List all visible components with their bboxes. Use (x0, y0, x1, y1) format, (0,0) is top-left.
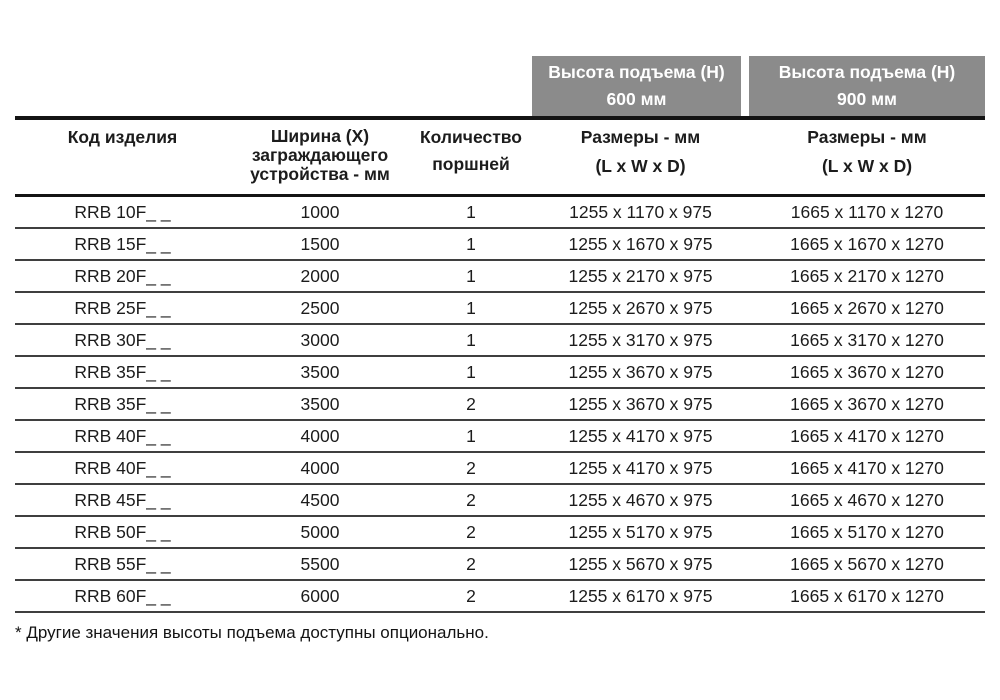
cell-product-code: RRB 35F_ _ (74, 361, 171, 382)
cell-dimensions-600: 1255 x 2170 x 975 (568, 265, 713, 286)
band-900-line1: Высота подъема (H) (778, 62, 956, 82)
table-body (15, 197, 985, 613)
col-header-pistons-line2: поршней (432, 154, 510, 174)
cell-dimensions-600: 1255 x 2670 x 975 (568, 297, 713, 318)
cell-barrier-width: 4000 (300, 457, 340, 478)
col-header-dims900-sub: (L x W x D) (821, 156, 913, 176)
cell-dimensions-900: 1665 x 2170 x 1270 (790, 265, 944, 286)
cell-barrier-width: 4500 (300, 489, 340, 510)
footnote: * Другие значения высоты подъема доступны опционально. (15, 623, 489, 642)
cell-product-code: RRB 40F_ _ (74, 425, 171, 446)
cell-product-code: RRB 55F_ _ (74, 553, 171, 574)
band-900-line2: 900 мм (837, 89, 897, 109)
cell-piston-count: 1 (466, 361, 476, 382)
cell-dimensions-600: 1255 x 3670 x 975 (568, 393, 713, 414)
cell-barrier-width: 1500 (300, 233, 340, 254)
cell-dimensions-900: 1665 x 3170 x 1270 (790, 329, 944, 350)
cell-barrier-width: 2000 (300, 265, 340, 286)
cell-piston-count: 2 (466, 521, 476, 542)
cell-product-code: RRB 15F_ _ (74, 233, 171, 254)
cell-dimensions-600: 1255 x 6170 x 975 (568, 585, 713, 606)
cell-dimensions-900: 1665 x 1170 x 1270 (790, 201, 944, 222)
cell-product-code: RRB 30F_ _ (74, 329, 171, 350)
table-row (15, 453, 985, 485)
cell-piston-count: 1 (466, 201, 476, 222)
cell-dimensions-600: 1255 x 1170 x 975 (569, 201, 712, 222)
lift-height-band (15, 56, 985, 116)
col-header-width-line2: заграждающего (251, 145, 389, 165)
cell-product-code: RRB 40F_ _ (74, 457, 171, 478)
cell-dimensions-900: 1665 x 4670 x 1270 (790, 489, 944, 510)
col-header-dims900-label: Размеры - мм (807, 127, 927, 147)
col-header-barrier-width (230, 120, 410, 194)
band-header-lift-height-600 (532, 56, 741, 116)
table-header-row (15, 120, 985, 197)
cell-barrier-width: 2500 (300, 297, 340, 318)
cell-product-code: RRB 35F_ _ (74, 393, 171, 414)
cell-piston-count: 2 (466, 393, 476, 414)
col-header-pistons-line1: Количество (420, 127, 522, 147)
cell-product-code: RRB 20F_ _ (74, 265, 171, 286)
cell-dimensions-900: 1665 x 1670 x 1270 (790, 233, 944, 254)
table-row (15, 261, 985, 293)
table-row (15, 389, 985, 421)
cell-dimensions-900: 1665 x 3670 x 1270 (790, 393, 944, 414)
col-header-width-line3: устройства - мм (250, 164, 390, 184)
cell-dimensions-900: 1665 x 5670 x 1270 (790, 553, 944, 574)
cell-barrier-width: 4000 (300, 425, 340, 446)
cell-piston-count: 2 (466, 585, 476, 606)
table-row (15, 325, 985, 357)
cell-product-code: RRB 45F_ _ (74, 489, 171, 510)
band-600-line1: Высота подъема (H) (548, 62, 725, 82)
cell-product-code: RRB 60F_ _ (74, 585, 171, 606)
table-row (15, 581, 985, 613)
cell-barrier-width: 1000 (300, 201, 340, 222)
cell-barrier-width: 3000 (300, 329, 340, 350)
cell-piston-count: 1 (466, 329, 476, 350)
col-header-dimensions-600 (532, 120, 749, 194)
col-header-product-code-label: Код изделия (67, 127, 178, 147)
cell-piston-count: 1 (466, 265, 476, 286)
cell-dimensions-900: 1665 x 6170 x 1270 (790, 585, 944, 606)
cell-dimensions-600: 1255 x 4670 x 975 (568, 489, 713, 510)
table-row (15, 421, 985, 453)
cell-barrier-width: 5500 (300, 553, 340, 574)
cell-piston-count: 2 (466, 553, 476, 574)
table-row (15, 485, 985, 517)
cell-barrier-width: 3500 (300, 361, 340, 382)
cell-product-code: RRB 25F_ _ (74, 297, 171, 318)
cell-dimensions-900: 1665 x 2670 x 1270 (790, 297, 944, 318)
cell-dimensions-900: 1665 x 5170 x 1270 (790, 521, 944, 542)
cell-dimensions-600: 1255 x 4170 x 975 (568, 425, 713, 446)
col-header-width-line1: Ширина (X) (270, 126, 370, 146)
table-row (15, 549, 985, 581)
band-header-lift-height-900 (749, 56, 985, 116)
cell-product-code: RRB 50F_ _ (74, 521, 171, 542)
table-row (15, 197, 985, 229)
col-header-piston-count (410, 120, 532, 194)
cell-dimensions-600: 1255 x 5670 x 975 (568, 553, 713, 574)
table-row (15, 357, 985, 389)
cell-dimensions-900: 1665 x 4170 x 1270 (790, 425, 944, 446)
col-header-dimensions-900 (749, 120, 985, 194)
cell-dimensions-900: 1665 x 4170 x 1270 (790, 457, 944, 478)
cell-dimensions-600: 1255 x 5170 x 975 (568, 521, 713, 542)
cell-barrier-width: 5000 (300, 521, 340, 542)
cell-dimensions-600: 1255 x 3170 x 975 (568, 329, 713, 350)
col-header-dims600-label: Размеры - мм (580, 127, 701, 147)
table-row (15, 229, 985, 261)
cell-barrier-width: 3500 (300, 393, 340, 414)
cell-piston-count: 1 (466, 233, 476, 254)
cell-dimensions-900: 1665 x 3670 x 1270 (790, 361, 944, 382)
col-header-dims600-sub: (L x W x D) (595, 156, 686, 176)
col-header-product-code (15, 120, 230, 194)
table-row (15, 517, 985, 549)
cell-dimensions-600: 1255 x 3670 x 975 (568, 361, 713, 382)
cell-barrier-width: 6000 (300, 585, 340, 606)
cell-piston-count: 1 (466, 297, 476, 318)
cell-product-code: RRB 10F_ _ (74, 201, 171, 222)
product-spec-table (15, 56, 985, 613)
table-row (15, 293, 985, 325)
cell-piston-count: 2 (466, 489, 476, 510)
cell-piston-count: 1 (466, 425, 476, 446)
cell-dimensions-600: 1255 x 4170 x 975 (568, 457, 713, 478)
cell-dimensions-600: 1255 x 1670 x 975 (568, 233, 713, 254)
band-600-line2: 600 мм (606, 89, 667, 109)
cell-piston-count: 2 (466, 457, 476, 478)
